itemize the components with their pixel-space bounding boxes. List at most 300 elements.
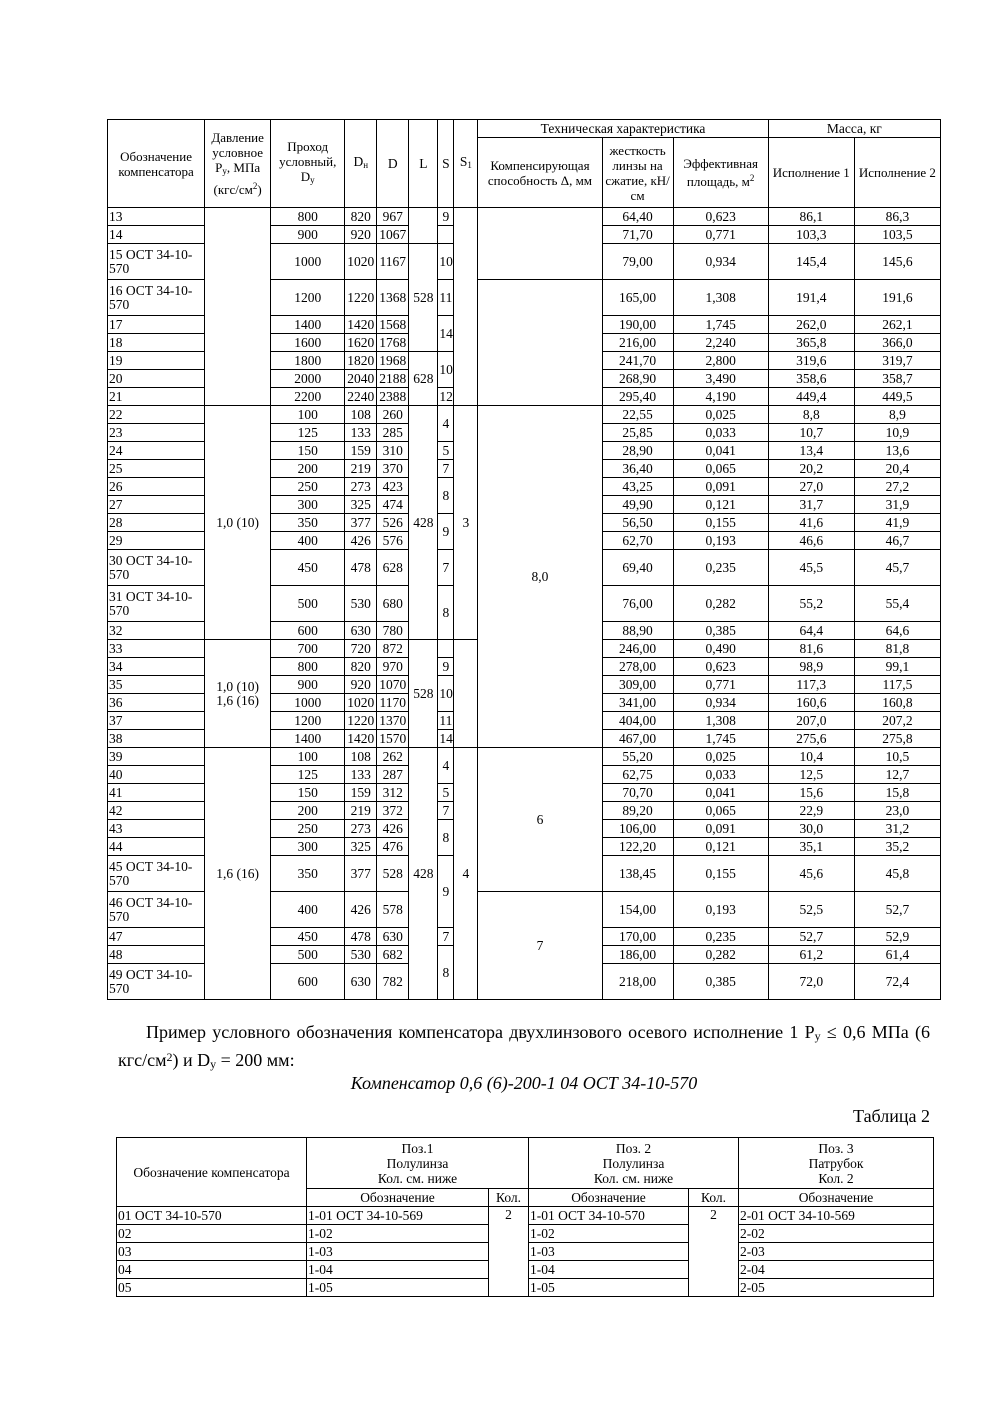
cell-mass-2: 41,9 <box>854 514 940 532</box>
cell-stiffness: 295,40 <box>602 388 673 406</box>
cell-d: 262 <box>377 748 409 766</box>
cell-mass-1: 207,0 <box>768 712 854 730</box>
cell-dn: 1420 <box>345 730 377 748</box>
cell-dn: 108 <box>345 748 377 766</box>
cell-designation: 33 <box>108 640 205 658</box>
cell-d: 578 <box>377 892 409 928</box>
cell-d: 782 <box>377 964 409 1000</box>
t2-cell-pos2: 1-01 ОСТ 34-10-570 <box>529 1207 689 1225</box>
t2-cell-designation: 02 <box>117 1225 307 1243</box>
cell-bore: 100 <box>271 406 345 424</box>
cell-designation: 15 ОСТ 34-10-570 <box>108 244 205 280</box>
cell-bore: 1000 <box>271 244 345 280</box>
cell-stiffness: 404,00 <box>602 712 673 730</box>
cell-s: 7 <box>438 460 454 478</box>
cell-stiffness: 28,90 <box>602 442 673 460</box>
cell-area: 0,771 <box>673 676 768 694</box>
cell-d: 682 <box>377 946 409 964</box>
cell-dn: 478 <box>345 550 377 586</box>
cell-bore: 200 <box>271 802 345 820</box>
cell-designation: 25 <box>108 460 205 478</box>
cell-area: 0,623 <box>673 208 768 226</box>
header-ver1: Исполнение 1 <box>768 138 854 208</box>
cell-mass-1: 41,6 <box>768 514 854 532</box>
cell-d: 970 <box>377 658 409 676</box>
cell-s: 5 <box>438 442 454 460</box>
cell-stiffness: 79,00 <box>602 244 673 280</box>
cell-area: 2,240 <box>673 334 768 352</box>
cell-d: 370 <box>377 460 409 478</box>
cell-s: 10 <box>438 352 454 388</box>
table2-body <box>117 1207 934 1297</box>
cell-stiffness: 56,50 <box>602 514 673 532</box>
cell-d: 1070 <box>377 676 409 694</box>
cell-stiffness: 25,85 <box>602 424 673 442</box>
cell-mass-2: 15,8 <box>854 784 940 802</box>
cell-stiffness: 88,90 <box>602 622 673 640</box>
cell-area: 0,155 <box>673 856 768 892</box>
cell-area: 0,041 <box>673 442 768 460</box>
t2-cell-pos3: 2-02 <box>739 1225 934 1243</box>
cell-stiffness: 106,00 <box>602 820 673 838</box>
header-stiffness: жесткость линзы на сжатие, кН/см <box>602 138 673 208</box>
cell-stiffness: 218,00 <box>602 964 673 1000</box>
cell-stiffness: 170,00 <box>602 928 673 946</box>
cell-area: 0,065 <box>673 802 768 820</box>
cell-area: 0,282 <box>673 586 768 622</box>
cell-comp-ability <box>478 208 602 280</box>
cell-area: 0,041 <box>673 784 768 802</box>
cell-designation: 17 <box>108 316 205 334</box>
cell-area: 0,121 <box>673 838 768 856</box>
cell-designation: 41 <box>108 784 205 802</box>
cell-d: 967 <box>377 208 409 226</box>
cell-mass-2: 449,5 <box>854 388 940 406</box>
cell-area: 0,235 <box>673 550 768 586</box>
cell-area: 0,033 <box>673 766 768 784</box>
cell-area: 2,800 <box>673 352 768 370</box>
cell-bore: 300 <box>271 838 345 856</box>
cell-s: 7 <box>438 550 454 586</box>
cell-s: 8 <box>438 478 454 514</box>
t2-cell-pos3: 2-05 <box>739 1279 934 1297</box>
cell-s: 10 <box>438 676 454 712</box>
t2-cell-pos2: 1-04 <box>529 1261 689 1279</box>
cell-area: 0,193 <box>673 892 768 928</box>
cell-bore: 800 <box>271 658 345 676</box>
cell-bore: 1400 <box>271 316 345 334</box>
cell-stiffness: 62,75 <box>602 766 673 784</box>
cell-designation: 26 <box>108 478 205 496</box>
cell-mass-2: 81,8 <box>854 640 940 658</box>
cell-d: 1167 <box>377 244 409 280</box>
cell-bore: 800 <box>271 208 345 226</box>
header-pressure: Давление условное $P_у$, МПа $(кгс/см^2)$ <box>205 120 271 208</box>
cell-dn: 377 <box>345 856 377 892</box>
cell-area: 0,934 <box>673 694 768 712</box>
cell-d: 630 <box>377 928 409 946</box>
t2-header-pos3: Поз. 3 Патрубок Кол. 2 <box>739 1138 934 1189</box>
cell-mass-2: 10,9 <box>854 424 940 442</box>
cell-bore: 2200 <box>271 388 345 406</box>
cell-s: 8 <box>438 820 454 856</box>
cell-stiffness: 70,70 <box>602 784 673 802</box>
cell-mass-2: 64,6 <box>854 622 940 640</box>
cell-mass-2: 103,5 <box>854 226 940 244</box>
cell-dn: 920 <box>345 676 377 694</box>
cell-dn: 273 <box>345 820 377 838</box>
cell-s: 7 <box>438 928 454 946</box>
cell-dn: 219 <box>345 460 377 478</box>
cell-mass-2: 207,2 <box>854 712 940 730</box>
cell-pressure: 1,6 (16) <box>205 748 271 1000</box>
t2-header-oboz3: Обозначение <box>739 1189 934 1207</box>
cell-area: 1,308 <box>673 712 768 730</box>
cell-designation: 45 ОСТ 34-10-570 <box>108 856 205 892</box>
table1-body <box>108 208 941 1000</box>
cell-designation: 48 <box>108 946 205 964</box>
cell-area: 0,385 <box>673 964 768 1000</box>
cell-designation: 30 ОСТ 34-10-570 <box>108 550 205 586</box>
t2-cell-pos1: 1-04 <box>307 1261 489 1279</box>
cell-dn: 133 <box>345 766 377 784</box>
cell-dn: 1420 <box>345 316 377 334</box>
cell-bore: 2000 <box>271 370 345 388</box>
cell-l: 528 <box>409 244 438 352</box>
cell-d: 526 <box>377 514 409 532</box>
cell-bore: 900 <box>271 226 345 244</box>
cell-area: 0,033 <box>673 424 768 442</box>
cell-d: 1568 <box>377 316 409 334</box>
cell-d: 780 <box>377 622 409 640</box>
cell-dn: 108 <box>345 406 377 424</box>
cell-designation: 35 <box>108 676 205 694</box>
cell-designation: 16 ОСТ 34-10-570 <box>108 280 205 316</box>
cell-designation: 46 ОСТ 34-10-570 <box>108 892 205 928</box>
cell-d: 528 <box>377 856 409 892</box>
cell-s <box>438 226 454 244</box>
cell-s: 14 <box>439 730 453 746</box>
cell-designation: 24 <box>108 442 205 460</box>
cell-bore: 600 <box>271 964 345 1000</box>
cell-mass-2: 55,4 <box>854 586 940 622</box>
cell-mass-2: 8,9 <box>854 406 940 424</box>
cell-mass-2: 145,6 <box>854 244 940 280</box>
t2-cell-designation: 01 ОСТ 34-10-570 <box>117 1207 307 1225</box>
cell-d: 2388 <box>377 388 409 406</box>
cell-mass-2: 35,2 <box>854 838 940 856</box>
cell-bore: 900 <box>271 676 345 694</box>
cell-mass-1: 117,3 <box>768 676 854 694</box>
t2-cell-pos1: 1-03 <box>307 1243 489 1261</box>
cell-mass-1: 98,9 <box>768 658 854 676</box>
cell-bore: 125 <box>271 766 345 784</box>
cell-stiffness: 71,70 <box>602 226 673 244</box>
cell-comp-ability: 8,0 <box>478 406 602 748</box>
cell-s: 9 <box>438 658 454 676</box>
cell-dn: 2040 <box>345 370 377 388</box>
cell-area: 0,025 <box>673 748 768 766</box>
header-dn: $D_н$ <box>345 120 377 208</box>
cell-area: 1,308 <box>673 280 768 316</box>
cell-mass-2: 31,2 <box>854 820 940 838</box>
cell-bore: 1200 <box>271 712 345 730</box>
compensator-parts-table <box>116 1137 934 1297</box>
cell-dn: 530 <box>345 946 377 964</box>
cell-bore: 250 <box>271 820 345 838</box>
t2-cell-designation: 05 <box>117 1279 307 1297</box>
cell-l: 628 <box>409 352 438 406</box>
cell-dn: 133 <box>345 424 377 442</box>
header-s1: $S_1$ <box>454 120 478 208</box>
header-designation: Обозначение компенсатора <box>108 120 205 208</box>
cell-bore: 1400 <box>271 730 345 748</box>
cell-dn: 630 <box>345 622 377 640</box>
cell-mass-1: 81,6 <box>768 640 854 658</box>
t2-cell-designation: 03 <box>117 1243 307 1261</box>
cell-area: 0,771 <box>673 226 768 244</box>
cell-mass-1: 20,2 <box>768 460 854 478</box>
header-d: D <box>377 120 409 208</box>
cell-mass-1: 275,6 <box>768 730 854 748</box>
cell-d: 287 <box>377 766 409 784</box>
compensator-spec-table <box>107 119 941 1000</box>
cell-mass-1: 86,1 <box>768 208 854 226</box>
t2-header-oboz2: Обозначение <box>529 1189 689 1207</box>
cell-d: 1768 <box>377 334 409 352</box>
cell-mass-1: 22,9 <box>768 802 854 820</box>
cell-area: 1,745 <box>673 730 768 748</box>
cell-dn: 219 <box>345 802 377 820</box>
cell-bore: 600 <box>271 622 345 640</box>
cell-bore: 1000 <box>271 694 345 712</box>
cell-mass-1: 449,4 <box>768 388 854 406</box>
cell-bore: 100 <box>271 748 345 766</box>
cell-designation: 39 <box>108 748 205 766</box>
cell-dn: 530 <box>345 586 377 622</box>
cell-s: 9 <box>438 856 454 928</box>
cell-s: 14 <box>438 316 454 352</box>
cell-l: 428 <box>409 748 438 1000</box>
cell-s1: 3 <box>454 406 478 640</box>
cell-dn: 1220 <box>345 280 377 316</box>
cell-area: 0,091 <box>673 478 768 496</box>
cell-mass-2: 275,8 <box>854 730 940 748</box>
cell-area: 0,025 <box>673 406 768 424</box>
cell-stiffness: 186,00 <box>602 946 673 964</box>
cell-d: 476 <box>377 838 409 856</box>
cell-bore: 125 <box>271 424 345 442</box>
cell-bore: 500 <box>271 946 345 964</box>
cell-d: 1570 <box>377 730 409 748</box>
cell-dn: 920 <box>345 226 377 244</box>
cell-designation: 40 <box>108 766 205 784</box>
cell-s1: 4 <box>454 748 478 1000</box>
cell-s: 11 <box>438 280 454 316</box>
cell-designation: 27 <box>108 496 205 514</box>
cell-mass-1: 262,0 <box>768 316 854 334</box>
cell-stiffness: 62,70 <box>602 532 673 550</box>
cell-stiffness: 241,70 <box>602 352 673 370</box>
cell-bore: 450 <box>271 928 345 946</box>
cell-d: 1170 <box>377 694 409 712</box>
cell-bore: 250 <box>271 478 345 496</box>
cell-stiffness: 165,00 <box>602 280 673 316</box>
cell-mass-1: 31,7 <box>768 496 854 514</box>
cell-mass-1: 52,7 <box>768 928 854 946</box>
cell-designation: 21 <box>108 388 205 406</box>
cell-mass-1: 319,6 <box>768 352 854 370</box>
cell-area: 0,155 <box>673 514 768 532</box>
cell-d: 1968 <box>377 352 409 370</box>
t2-cell-kol1: 2 <box>489 1207 529 1297</box>
cell-pressure: 1,0 (10) 1,6 (16) <box>205 640 271 748</box>
t2-header-designation: Обозначение компенсатора <box>117 1138 307 1207</box>
cell-mass-2: 117,5 <box>854 676 940 694</box>
cell-mass-2: 46,7 <box>854 532 940 550</box>
cell-stiffness: 467,00 <box>602 730 673 748</box>
cell-l: 528 <box>409 640 438 748</box>
cell-designation: 23 <box>108 424 205 442</box>
cell-d: 285 <box>377 424 409 442</box>
cell-stiffness: 154,00 <box>602 892 673 928</box>
cell-dn: 1620 <box>345 334 377 352</box>
cell-bore: 350 <box>271 856 345 892</box>
cell-area: 0,193 <box>673 532 768 550</box>
cell-bore: 1200 <box>271 280 345 316</box>
cell-stiffness: 190,00 <box>602 316 673 334</box>
cell-dn: 1220 <box>345 712 377 730</box>
cell-mass-1: 8,8 <box>768 406 854 424</box>
header-tech: Техническая характеристика <box>478 120 768 138</box>
table-row <box>108 748 941 766</box>
cell-dn: 426 <box>345 532 377 550</box>
t2-header-kol2: Кол. <box>689 1189 739 1207</box>
cell-designation: 44 <box>108 838 205 856</box>
cell-mass-1: 365,8 <box>768 334 854 352</box>
cell-l: 428 <box>409 406 438 640</box>
cell-s: 4 <box>438 748 454 784</box>
cell-s: 5 <box>438 784 454 802</box>
t2-cell-pos1: 1-02 <box>307 1225 489 1243</box>
cell-mass-1: 160,6 <box>768 694 854 712</box>
header-bore: Проход условный, $D_у$ <box>271 120 345 208</box>
cell-s: 8 <box>438 586 454 640</box>
cell-stiffness: 122,20 <box>602 838 673 856</box>
cell-stiffness: 278,00 <box>602 658 673 676</box>
cell-comp-ability: 6 <box>478 748 602 892</box>
t2-header-pos2: Поз. 2 Полулинза Кол. см. ниже <box>529 1138 739 1189</box>
cell-designation: 13 <box>108 208 205 226</box>
cell-area: 0,490 <box>673 640 768 658</box>
cell-bore: 1600 <box>271 334 345 352</box>
t2-cell-pos2: 1-05 <box>529 1279 689 1297</box>
cell-mass-2: 366,0 <box>854 334 940 352</box>
cell-d: 1368 <box>377 280 409 316</box>
header-mass: Масса, кг <box>768 120 940 138</box>
cell-bore: 150 <box>271 784 345 802</box>
cell-designation: 18 <box>108 334 205 352</box>
cell-stiffness: 309,00 <box>602 676 673 694</box>
cell-s1 <box>454 640 478 748</box>
cell-mass-2: 12,7 <box>854 766 940 784</box>
cell-mass-2: 23,0 <box>854 802 940 820</box>
cell-mass-2: 61,4 <box>854 946 940 964</box>
cell-mass-2: 99,1 <box>854 658 940 676</box>
cell-dn: 1820 <box>345 352 377 370</box>
cell-mass-1: 191,4 <box>768 280 854 316</box>
cell-d: 423 <box>377 478 409 496</box>
cell-stiffness: 246,00 <box>602 640 673 658</box>
cell-s1 <box>454 208 478 406</box>
cell-bore: 350 <box>271 514 345 532</box>
cell-stiffness: 22,55 <box>602 406 673 424</box>
t2-cell-kol2: 2 <box>689 1207 739 1297</box>
cell-mass-1: 55,2 <box>768 586 854 622</box>
cell-d: 680 <box>377 586 409 622</box>
cell-bore: 200 <box>271 460 345 478</box>
cell-mass-2: 27,2 <box>854 478 940 496</box>
cell-s: 11 <box>439 712 453 728</box>
cell-mass-2: 20,4 <box>854 460 940 478</box>
header-l: L <box>409 120 438 208</box>
cell-area: 0,091 <box>673 820 768 838</box>
cell-mass-2: 86,3 <box>854 208 940 226</box>
cell-mass-1: 27,0 <box>768 478 854 496</box>
cell-d: 372 <box>377 802 409 820</box>
cell-designation: 32 <box>108 622 205 640</box>
t2-cell-pos3: 2-01 ОСТ 34-10-569 <box>739 1207 934 1225</box>
cell-stiffness: 89,20 <box>602 802 673 820</box>
cell-mass-1: 64,4 <box>768 622 854 640</box>
cell-comp-ability <box>478 280 602 406</box>
header-area: Эффективная площадь, $м^2$ <box>673 138 768 208</box>
cell-stiffness: 49,90 <box>602 496 673 514</box>
cell-area: 0,282 <box>673 946 768 964</box>
cell-designation: 28 <box>108 514 205 532</box>
t2-cell-pos3: 2-04 <box>739 1261 934 1279</box>
example-paragraph: Пример условного обозначения компенсатора двухлинзового осевого исполнение 1 Pу ≤ 0,6 МПа (6 кгс/$см^2$) и Dу = 200 мм: <box>118 1022 930 1071</box>
header-ver2: Исполнение 2 <box>854 138 940 208</box>
cell-designation: 43 <box>108 820 205 838</box>
cell-mass-1: 15,6 <box>768 784 854 802</box>
cell-stiffness: 341,00 <box>602 694 673 712</box>
cell-designation: 31 ОСТ 34-10-570 <box>108 586 205 622</box>
cell-area: 3,490 <box>673 370 768 388</box>
t2-cell-pos3: 2-03 <box>739 1243 934 1261</box>
cell-mass-2: 72,4 <box>854 964 940 1000</box>
cell-designation: 49 ОСТ 34-10-570 <box>108 964 205 1000</box>
cell-designation: 14 <box>108 226 205 244</box>
cell-area: 0,235 <box>673 928 768 946</box>
cell-designation: 47 <box>108 928 205 946</box>
cell-comp-ability: 7 <box>478 892 602 1000</box>
table2-title: Таблица 2 <box>853 1106 930 1126</box>
cell-mass-1: 10,4 <box>768 748 854 766</box>
cell-s: 12 <box>439 388 453 404</box>
cell-s: 9 <box>438 514 454 550</box>
cell-bore: 500 <box>271 586 345 622</box>
t2-cell-pos2: 1-03 <box>529 1243 689 1261</box>
cell-designation: 37 <box>108 712 205 730</box>
cell-mass-2: 31,9 <box>854 496 940 514</box>
cell-d: 576 <box>377 532 409 550</box>
cell-dn: 325 <box>345 838 377 856</box>
header-s: S <box>438 120 454 208</box>
cell-mass-1: 358,6 <box>768 370 854 388</box>
cell-mass-2: 160,8 <box>854 694 940 712</box>
cell-designation: 34 <box>108 658 205 676</box>
